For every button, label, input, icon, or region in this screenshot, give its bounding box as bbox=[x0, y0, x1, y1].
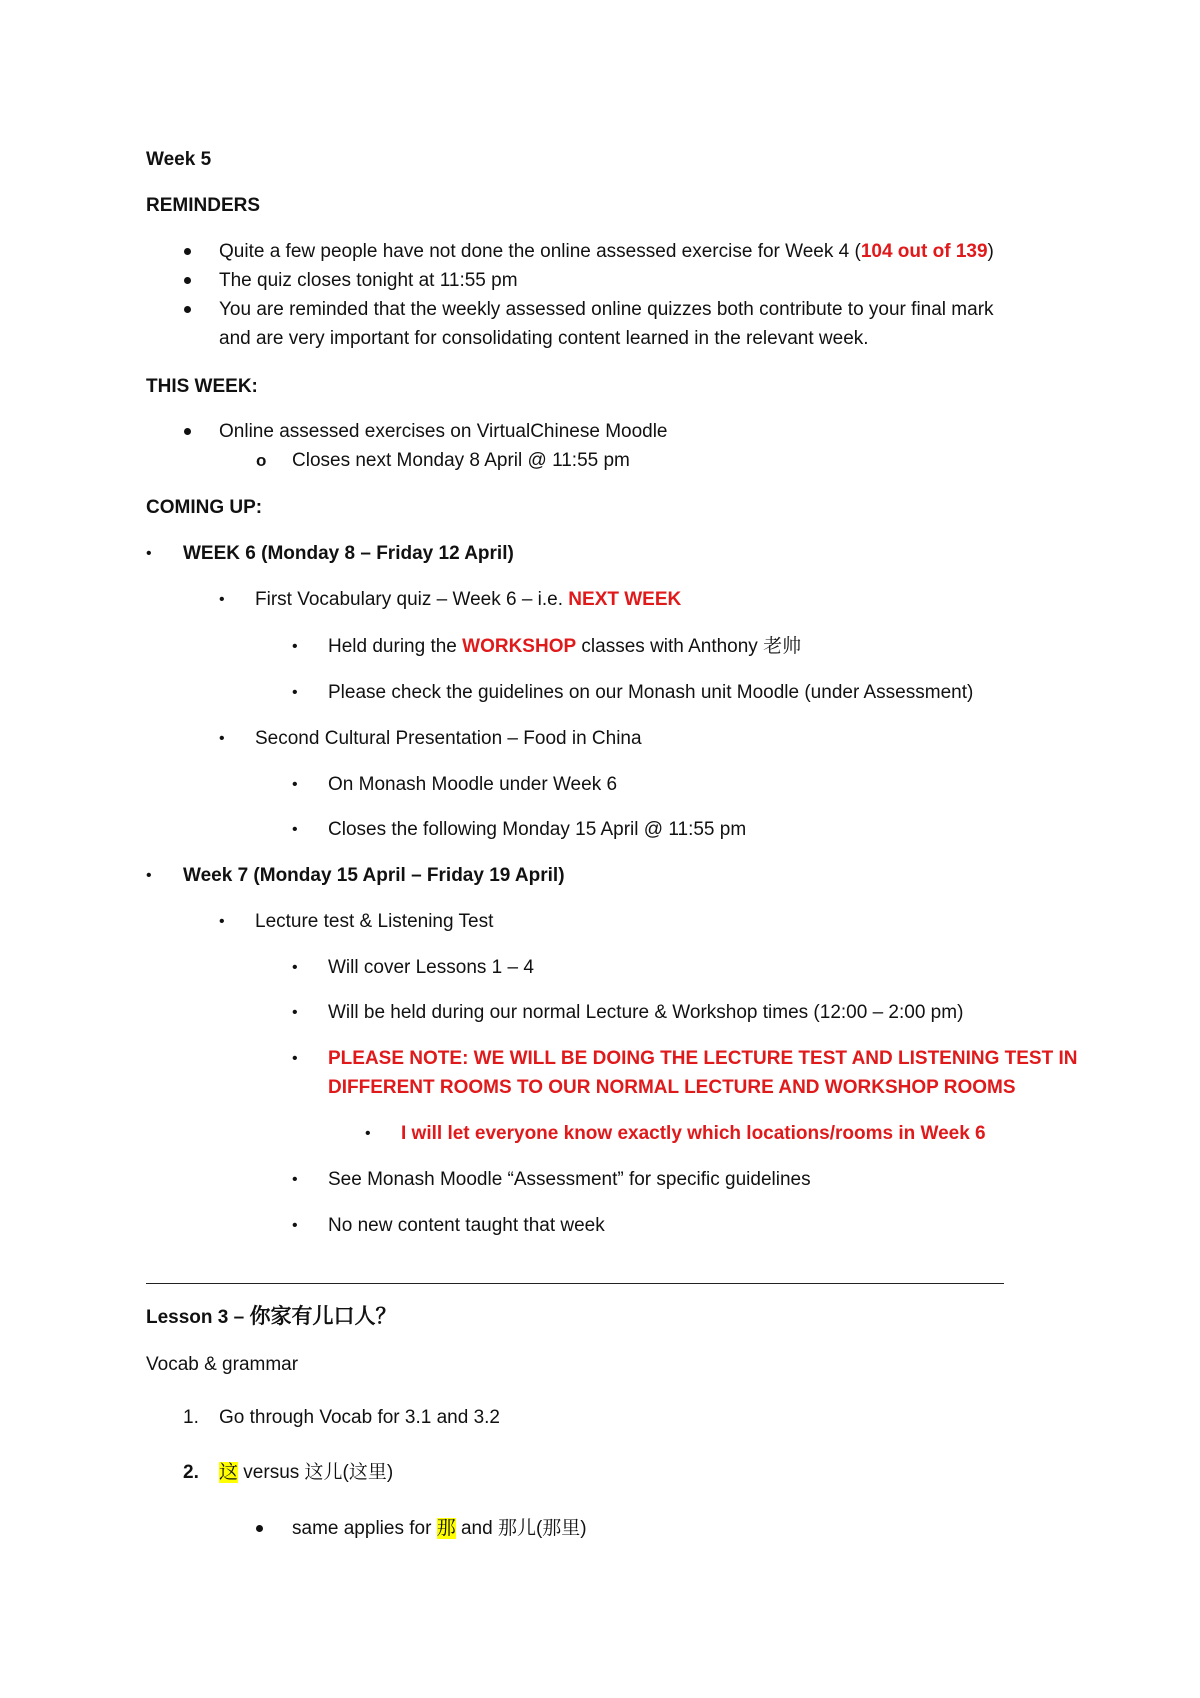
this-week-heading: THIS WEEK: bbox=[146, 376, 258, 397]
bullet-icon: • bbox=[292, 1217, 298, 1234]
let-know-item: I will let everyone know exactly which locations/rooms in Week 6 bbox=[401, 1123, 986, 1144]
bullet-icon: • bbox=[219, 730, 225, 747]
horizontal-rule bbox=[146, 1283, 1004, 1284]
bullet-dot-icon bbox=[184, 277, 191, 284]
bullet-icon: • bbox=[292, 1171, 298, 1188]
bullet-icon: • bbox=[146, 545, 152, 562]
sub-bullet-marker: o bbox=[256, 451, 267, 470]
bullet-dot-icon bbox=[184, 306, 191, 313]
guidelines-item: Please check the guidelines on our Monash unit Moodle (under Assessment) bbox=[328, 682, 974, 703]
presentation-item: Second Cultural Presentation – Food in China bbox=[255, 728, 642, 749]
week-7-title: Week 7 (Monday 15 April – Friday 19 April) bbox=[183, 865, 565, 886]
bullet-dot-icon bbox=[184, 248, 191, 255]
this-week-subitem: Closes next Monday 8 April @ 11:55 pm bbox=[292, 450, 630, 471]
workshop-item: Held during the WORKSHOP classes with Anthony 老帅 bbox=[328, 636, 802, 657]
cover-item: Will cover Lessons 1 – 4 bbox=[328, 957, 534, 978]
bullet-icon: • bbox=[292, 638, 298, 655]
bullet-icon: • bbox=[292, 684, 298, 701]
note-line-2: DIFFERENT ROOMS TO OUR NORMAL LECTURE AND WORKSHOP ROOMS bbox=[328, 1077, 1016, 1098]
see-moodle-item: See Monash Moodle “Assessment” for specific guidelines bbox=[328, 1169, 811, 1190]
coming-up-heading: COMING UP: bbox=[146, 497, 263, 518]
bullet-icon: • bbox=[292, 1004, 298, 1021]
list-number-1: 1. bbox=[183, 1407, 199, 1428]
reminder-item-1: Quite a few people have not done the online assessed exercise for Week 4 (104 out of 139) bbox=[219, 241, 994, 262]
submission-count: 104 out of 139 bbox=[860, 241, 988, 262]
bullet-icon: • bbox=[292, 821, 298, 838]
highlighted-na: 那 bbox=[436, 1518, 456, 1539]
reminder-item-3-line-2: and are very important for consolidating content learned in the relevant week. bbox=[219, 328, 869, 349]
closes-item: Closes the following Monday 15 April @ 11:55 pm bbox=[328, 819, 747, 840]
lesson-item-2: 这 versus 这儿(这里) bbox=[219, 1462, 394, 1483]
vocab-quiz-item: First Vocabulary quiz – Week 6 – i.e. NEXT WEEK bbox=[255, 589, 682, 610]
highlighted-zhe: 这 bbox=[219, 1462, 239, 1483]
bullet-icon: • bbox=[219, 913, 225, 930]
moodle-item: On Monash Moodle under Week 6 bbox=[328, 774, 618, 795]
bullet-dot-icon bbox=[256, 1525, 263, 1532]
test-item: Lecture test & Listening Test bbox=[255, 911, 494, 932]
no-new-content-item: No new content taught that week bbox=[328, 1215, 605, 1236]
reminder-item-2: The quiz closes tonight at 11:55 pm bbox=[219, 270, 518, 291]
this-week-item: Online assessed exercises on VirtualChinese Moodle bbox=[219, 421, 668, 442]
reminder-item-3-line-1: You are reminded that the weekly assessed online quizzes both contribute to your final mark bbox=[219, 299, 994, 320]
next-week-label: NEXT WEEK bbox=[568, 589, 682, 610]
lesson-title: Lesson 3 – 你家有儿口人？ bbox=[146, 1305, 397, 1328]
reminders-heading: REMINDERS bbox=[146, 195, 261, 216]
note-line-1: PLEASE NOTE: WE WILL BE DOING THE LECTURE TEST AND LISTENING TEST IN bbox=[328, 1048, 1078, 1069]
bullet-dot-icon bbox=[184, 428, 191, 435]
week-heading: Week 5 bbox=[146, 149, 212, 170]
bullet-icon: • bbox=[365, 1125, 371, 1142]
lesson-title-chinese: 你家有儿口人？ bbox=[249, 1305, 397, 1328]
workshop-label: WORKSHOP bbox=[462, 636, 577, 657]
week-6-title: WEEK 6 (Monday 8 – Friday 12 April) bbox=[183, 543, 514, 564]
lesson-item-1: Go through Vocab for 3.1 and 3.2 bbox=[219, 1407, 500, 1428]
bullet-icon: • bbox=[219, 591, 225, 608]
lesson-subitem: same applies for 那 and 那儿(那里) bbox=[292, 1518, 587, 1539]
bullet-icon: • bbox=[146, 867, 152, 884]
held-item: Will be held during our normal Lecture & Workshop times (12:00 – 2:00 pm) bbox=[328, 1002, 964, 1023]
bullet-icon: • bbox=[292, 959, 298, 976]
bullet-icon: • bbox=[292, 776, 298, 793]
bullet-icon: • bbox=[292, 1050, 298, 1067]
lesson-subtitle: Vocab & grammar bbox=[146, 1354, 299, 1375]
list-number-2: 2. bbox=[183, 1462, 199, 1483]
